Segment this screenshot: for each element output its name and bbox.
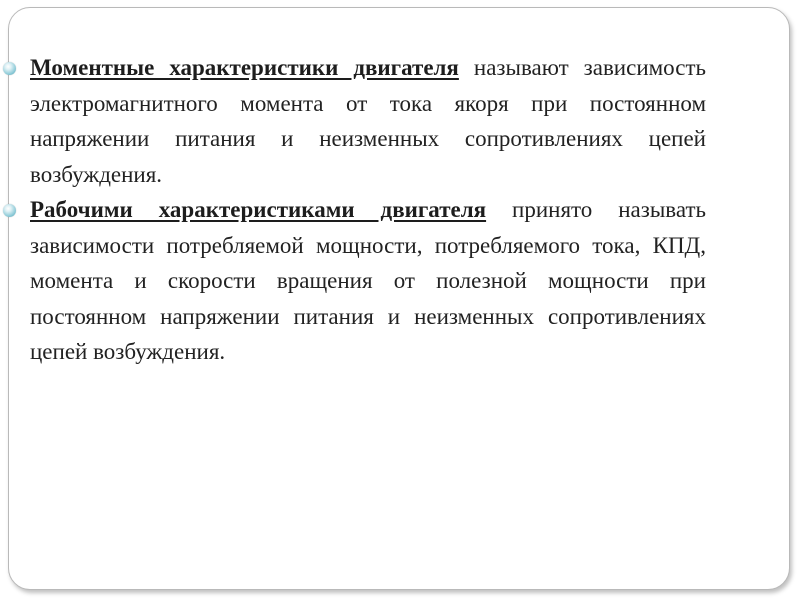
- bullet-dot-icon: [3, 204, 16, 217]
- bullet-moment-characteristics: [30, 50, 706, 192]
- term-moment-characteristics: Моментные характеристики двигателя: [30, 55, 459, 80]
- definition-working-characteristics: принято называть зависимости потребляемой мощности, потребляемого тока, КПД, момента и скорости вращения от полезной мощности при постоянном напряжении питания и неизменных сопротивлениях цепей возбуждения.: [30, 197, 706, 364]
- slide-content: [30, 50, 706, 370]
- bullet-dot-icon: [3, 62, 16, 75]
- term-working-characteristics: Рабочими характеристиками двигателя: [30, 197, 487, 222]
- bullet-working-characteristics: [30, 192, 706, 370]
- definition-moment-characteristics: называют зависимость электромагнитного момента от тока якоря при постоянном напряжении питания и неизменных сопротивлениях цепей возбуждения.: [30, 55, 707, 187]
